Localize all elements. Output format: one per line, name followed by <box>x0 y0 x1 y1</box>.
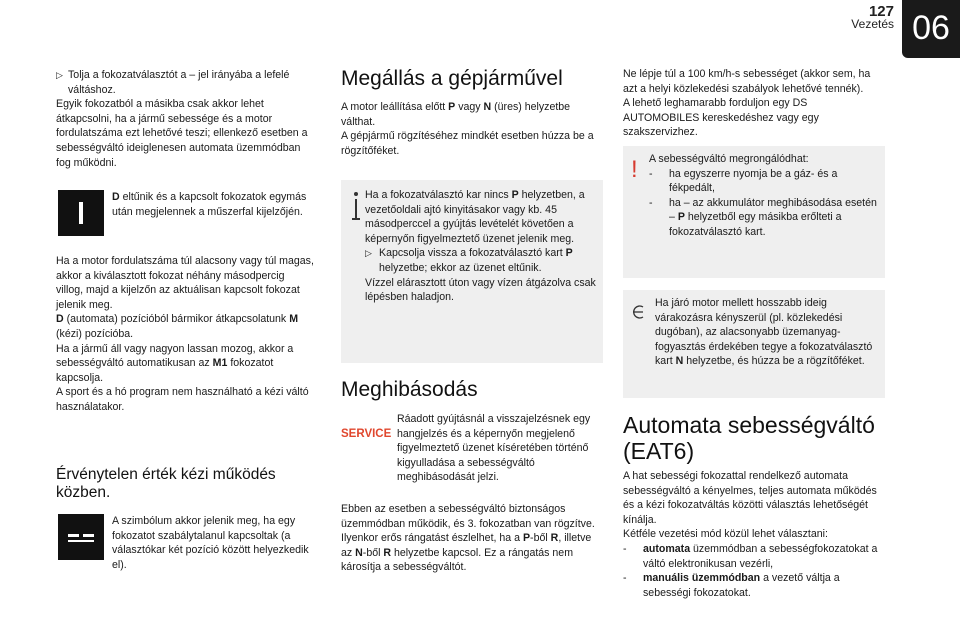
paragraph-modes-intro: Kétféle vezetési mód közül lehet választani: <box>623 528 828 541</box>
chapter-tab <box>902 0 960 58</box>
section-title: Vezetés <box>851 17 894 31</box>
page-number: 127 <box>868 3 894 20</box>
paragraph-speed-limit: Ne lépje túl a 100 km/h-s sebességet (akkor sem, ha azt a helyi közlekedési szabályok lehetővé tennék). <box>623 68 871 95</box>
column-middle <box>341 66 603 158</box>
service-icon: SERVICE <box>341 428 392 440</box>
paragraph-m1: Ha a jármű áll vagy nagyon lassan mozog, akkor a sebességváltó automatikusan az M1 fokozatot kapcsolja. <box>56 342 294 384</box>
warning-title: A sebességváltó megrongálódhat: <box>649 153 809 165</box>
warning-icon: ! <box>631 156 638 183</box>
paragraph-stop-gear: A motor leállítása előtt P vagy N (üres) helyzetbe válthat. <box>341 101 571 128</box>
paragraph-service-warning: Ráadott gyújtásnál a visszajelzésnek egy hangjelzés és a képernyőn megjelenő figyelmeztető üzenet kíséretében történő kigyulladása a sebességváltó meghibásodását jelzi. <box>397 413 591 484</box>
bullet-marker: ▷ <box>56 70 63 80</box>
paragraph-safe-mode: Ebben az esetben a sebességváltó biztonságos üzemmódban működik, és 3. fokozatban van rögzítve. Ilyenkor erős rángatást észlelhet, ha a P-ből R, illetve az N-ből R helyzetbe kapcsol. Ez a rángatás nem károsítja a sebességváltót. <box>341 503 595 574</box>
column-right <box>623 67 885 140</box>
eco-leaf-icon <box>631 304 645 322</box>
paragraph-dealer: A lehető leghamarabb forduljon egy DS AUTOMOBILES kereskedéshez vagy egy szakszervizhez. <box>623 97 819 139</box>
info-icon <box>351 192 361 222</box>
warning-item-pedals: - ha egyszerre nyomja be a gáz- és a fékpedált, <box>649 167 838 195</box>
heading-stopping: Megállás a gépjárművel <box>341 67 563 90</box>
chapter-number: 06 <box>912 9 950 47</box>
warning-item-battery: - ha – az akkumulátor meghibásodása esetén – P helyzetből egy másikba erőlteti a fokozatválasztó kart. <box>649 196 877 238</box>
gear-display-icon <box>58 190 104 236</box>
heading-automatic-gearbox: Automata sebességváltó (EAT6) <box>623 412 875 464</box>
paragraph-parking-brake: A gépjármű rögzítéséhez mindkét esetben húzza be a rögzítőféket. <box>341 130 594 157</box>
paragraph-d-display: D eltűnik és a kapcsolt fokozatok egymás után megjelennek a műszerfal kijelzőjén. <box>112 191 307 218</box>
bullet-shift-down: ▷ Tolja a fokozatválasztót a – jel irányába a lefelé váltáshoz. <box>56 69 290 96</box>
info-box <box>341 180 603 363</box>
paragraph-rpm: Ha a motor fordulatszáma túl alacsony vagy túl magas, akkor a kiválasztott fokozat néhány másodpercig villog, majd a kijelzőn az aktuálisan kapcsolt fokozat jelenik meg. <box>56 255 314 311</box>
paragraph-gearbox-intro: A hat sebességi fokozattal rendelkező automata sebességváltó a kényelmes, teljes automata működés és a kézi fokozatváltás közötti választás lehetőségét kínálja. <box>623 470 877 526</box>
warning-box <box>623 146 885 278</box>
eco-box <box>623 290 885 398</box>
mode-automatic: - automata üzemmódban a sebességfokozatokat a váltó elektronikusan vezérli, <box>623 542 878 570</box>
mode-manual: - manuális üzemmódban a vezető váltja a sebességi fokozatokat. <box>623 572 840 599</box>
paragraph-shift-rules: Egyik fokozatból a másikba csak akkor lehet átkapcsolni, ha a jármű sebessége és a motor fordulatszáma ezt lehetővé teszi; ellenkező esetben a sebességváltó ideiglenesen automata üzemmódban fog működni. <box>56 98 308 169</box>
info-water-text: Vízzel elárasztott úton vagy vízen átgázolva csak lépésben haladjon. <box>365 276 596 304</box>
paragraph-d-to-m: D (automata) pozícióból bármikor átkapcsolatunk M (kézi) pozícióba. <box>56 313 299 340</box>
eco-text: Ha járó motor mellett hosszabb ideig várakozásra kényszerül (pl. közlekedési dugóban), az alacsonyabb üzemanyag-fogyasztás érdekében tegye a fokozatválasztó kart N helyzetbe, és húzza be a rögzítőféket. <box>655 297 873 368</box>
paragraph-invalid-symbol: A szimbólum akkor jelenik meg, ha egy fokozatot szabálytalanul kapcsoltak (a választókar két pozíció között helyezkedik el). <box>112 515 309 571</box>
heading-invalid-value: Érvénytelen érték kézi működés közben. <box>56 466 276 501</box>
info-warning-text: Ha a fokozatválasztó kar nincs P helyzetben, a vezetőoldali ajtó kinyitásakor vagy kb. 45 másodperccel a gyújtás levételét követően a képernyőn figyelmeztető üzenet jelenik meg. <box>365 189 585 245</box>
invalid-gear-icon <box>58 514 104 560</box>
paragraph-sport-snow: A sport és a hó program nem használható a kézi váltó használatakor. <box>56 386 309 413</box>
heading-fault: Meghibásodás <box>341 378 478 401</box>
column-left <box>56 68 314 170</box>
info-bullet: ▷ Kapcsolja vissza a fokozatválasztó kart P helyzetbe; ekkor az üzenet eltűnik. <box>365 247 573 274</box>
